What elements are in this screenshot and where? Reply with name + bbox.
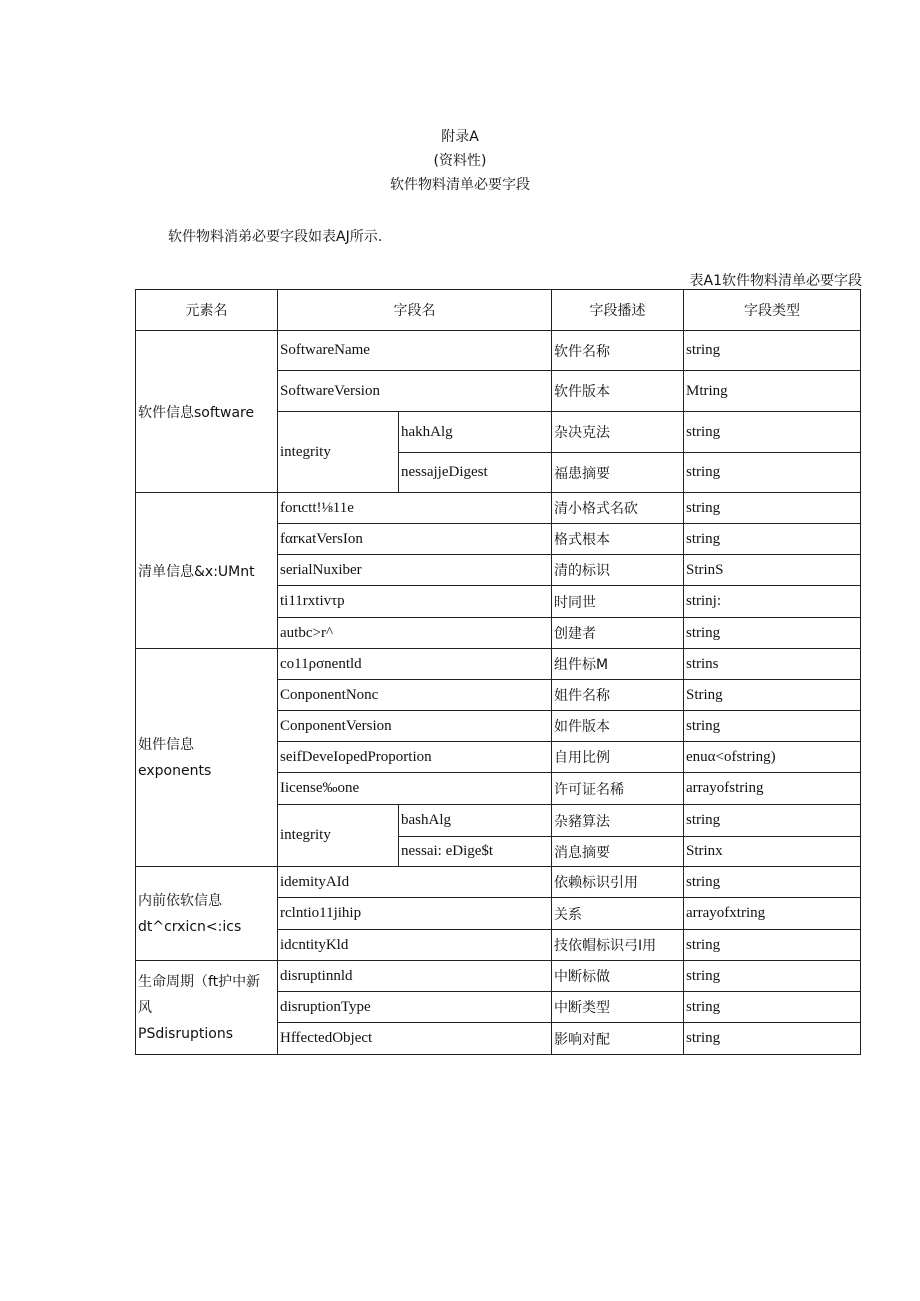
element-dependencies-cn: 内前依软信息 xyxy=(138,892,222,909)
element-disruptions xyxy=(136,961,278,1055)
field-desc: 格式根本 xyxy=(552,524,684,555)
field-desc: 依赖标识引用 xyxy=(552,867,684,898)
element-dependencies xyxy=(136,867,278,961)
header-field: 字段名 xyxy=(278,290,552,331)
subfield-name: nessajjeDigest xyxy=(399,453,552,493)
field-type: strins xyxy=(684,649,861,680)
field-type: string xyxy=(684,961,861,992)
field-type: string xyxy=(684,524,861,555)
intro-paragraph: 软件物料消弟必要字段如表AJ所示. xyxy=(168,229,383,245)
field-type: string xyxy=(684,493,861,524)
field-desc: 姐件名称 xyxy=(552,680,684,711)
element-components xyxy=(136,649,278,867)
field-type: string xyxy=(684,992,861,1023)
field-name: seifDeveIopedProportion xyxy=(278,742,552,773)
field-name: ConponentVersion xyxy=(278,711,552,742)
field-name: idemityAId xyxy=(278,867,552,898)
table-row xyxy=(136,961,861,992)
element-components-cn: 姐件信息 xyxy=(138,736,194,753)
field-name: co11ρσnentld xyxy=(278,649,552,680)
table-caption: 表A1软件物料清单必要字段 xyxy=(689,273,862,289)
field-name: disruptinnld xyxy=(278,961,552,992)
field-type: string xyxy=(684,412,861,453)
field-type: string xyxy=(684,1023,861,1055)
subfield-name: nessai: eDige$t xyxy=(399,837,552,867)
field-type: string xyxy=(684,805,861,837)
field-desc: 影响对配 xyxy=(552,1023,684,1055)
table-row xyxy=(136,493,861,524)
field-desc: 创建者 xyxy=(552,618,684,649)
field-desc: 福患摘要 xyxy=(552,453,684,493)
field-name: SoftwareName xyxy=(278,331,552,371)
field-desc: 杂豬算法 xyxy=(552,805,684,837)
field-type: string xyxy=(684,930,861,961)
table-header-row xyxy=(136,290,861,331)
element-disruptions-cn: 生命周期（ft护中新 xyxy=(138,973,261,990)
subfield-name: hakhAlg xyxy=(399,412,552,453)
element-disruptions-en: PSdisruptions xyxy=(138,1025,234,1042)
header-element: 元素名 xyxy=(136,290,278,331)
field-name: ConponentNonc xyxy=(278,680,552,711)
header-desc: 字段播述 xyxy=(552,290,684,331)
field-desc: 软件版本 xyxy=(552,371,684,412)
appendix-label: 附录A xyxy=(441,129,479,145)
element-dependencies-en: dt^crxicn<:ics xyxy=(138,918,242,935)
table-row xyxy=(136,867,861,898)
field-desc: 消息摘要 xyxy=(552,837,684,867)
field-name: autbc>r^ xyxy=(278,618,552,649)
integrity-field: integrity xyxy=(278,412,399,493)
element-document: 清单信息&x:UMnt xyxy=(136,493,278,649)
field-type: Strinx xyxy=(684,837,861,867)
field-name: rclntio11jihip xyxy=(278,898,552,930)
field-desc: 组件标M xyxy=(552,649,684,680)
table-row xyxy=(136,649,861,680)
field-desc: 杂决克法 xyxy=(552,412,684,453)
field-desc: 许可证名稀 xyxy=(552,773,684,805)
field-desc: 清的标识 xyxy=(552,555,684,586)
field-name: SoftwareVersion xyxy=(278,371,552,412)
field-name: Iicense‰one xyxy=(278,773,552,805)
field-type: arrayofstring xyxy=(684,773,861,805)
field-type: enuα<ofstring) xyxy=(684,742,861,773)
field-name: HffectedObject xyxy=(278,1023,552,1055)
field-type: string xyxy=(684,453,861,493)
field-desc: 软件名称 xyxy=(552,331,684,371)
field-type: String xyxy=(684,680,861,711)
field-type: string xyxy=(684,618,861,649)
field-name: fαrκatVersIon xyxy=(278,524,552,555)
appendix-title: 软件物料清单必要字段 xyxy=(390,177,530,193)
field-type: strinj: xyxy=(684,586,861,618)
appendix-nature: (资料性) xyxy=(433,153,487,169)
element-disruptions-cn2: 风 xyxy=(138,999,152,1016)
field-desc: 中断类型 xyxy=(552,992,684,1023)
field-type: string xyxy=(684,711,861,742)
field-name: ti11rxtivτp xyxy=(278,586,552,618)
field-name: serialNuxiber xyxy=(278,555,552,586)
field-type: arrayofxtring xyxy=(684,898,861,930)
header-type: 字段类型 xyxy=(684,290,861,331)
field-name: disruptionType xyxy=(278,992,552,1023)
field-name: forιctt!⅛11e xyxy=(278,493,552,524)
element-software: 软件信息software xyxy=(136,331,278,493)
field-desc: 清小格式名砍 xyxy=(552,493,684,524)
field-type: string xyxy=(684,331,861,371)
field-desc: 中断标做 xyxy=(552,961,684,992)
field-type: StrinS xyxy=(684,555,861,586)
table-row xyxy=(136,331,861,371)
field-desc: 自用比例 xyxy=(552,742,684,773)
subfield-name: bashAlg xyxy=(399,805,552,837)
sbom-fields-table xyxy=(135,289,861,1055)
field-type: Mtring xyxy=(684,371,861,412)
field-desc: 技依帽标识弓I用 xyxy=(552,930,684,961)
field-type: string xyxy=(684,867,861,898)
element-components-en: exponents xyxy=(138,762,212,779)
field-desc: 时同世 xyxy=(552,586,684,618)
field-desc: 关系 xyxy=(552,898,684,930)
integrity-field: integrity xyxy=(278,805,399,867)
field-name: idcntityKld xyxy=(278,930,552,961)
field-desc: 如件版本 xyxy=(552,711,684,742)
